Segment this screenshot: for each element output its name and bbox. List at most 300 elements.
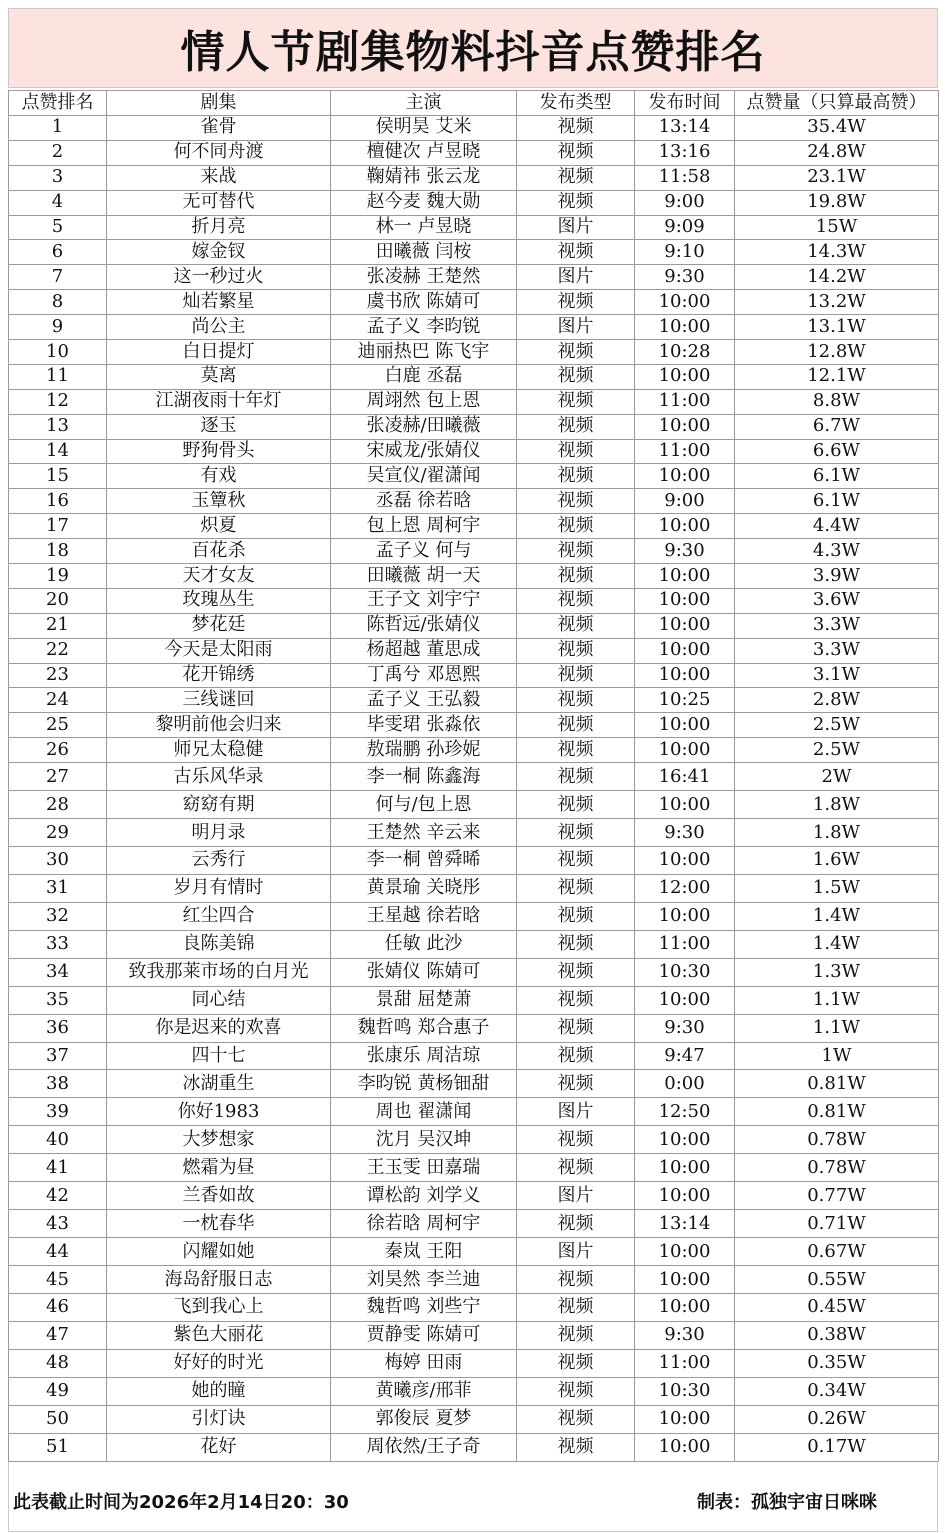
cell-rank: 37 <box>9 1042 107 1070</box>
cell-drama: 莫离 <box>107 364 331 389</box>
cell-time: 10:00 <box>635 290 735 315</box>
cell-drama: 今天是太阳雨 <box>107 638 331 663</box>
cell-type: 视频 <box>517 1042 635 1070</box>
table-row <box>9 165 939 190</box>
cell-cast: 鞠婧祎 张云龙 <box>331 165 517 190</box>
cell-rank: 24 <box>9 688 107 713</box>
cell-drama: 花好 <box>107 1433 331 1461</box>
cell-likes: 14.3W <box>735 240 939 265</box>
cell-time: 10:30 <box>635 958 735 986</box>
cell-rank: 49 <box>9 1377 107 1405</box>
table-row <box>9 215 939 240</box>
cell-time: 10:00 <box>635 1266 735 1294</box>
table-row <box>9 464 939 489</box>
cell-drama: 冰湖重生 <box>107 1070 331 1098</box>
cell-drama: 飞到我心上 <box>107 1293 331 1321</box>
cell-time: 9:00 <box>635 489 735 514</box>
cell-rank: 48 <box>9 1349 107 1377</box>
cell-cast: 黄曦彦/邢菲 <box>331 1377 517 1405</box>
cell-cast: 魏哲鸣 刘些宁 <box>331 1293 517 1321</box>
cutoff-note: 此表截止时间为2026年2月14日20：30 <box>13 1492 349 1513</box>
cell-rank: 20 <box>9 588 107 613</box>
cell-likes: 4.4W <box>735 514 939 539</box>
cell-rank: 31 <box>9 874 107 902</box>
cell-type: 图片 <box>517 1182 635 1210</box>
cell-rank: 40 <box>9 1126 107 1154</box>
cell-rank: 45 <box>9 1266 107 1294</box>
cell-rank: 17 <box>9 514 107 539</box>
table-row <box>9 1182 939 1210</box>
header-likes: 点赞量（只算最高赞） <box>735 91 939 116</box>
cell-time: 11:00 <box>635 1349 735 1377</box>
cell-drama: 引灯诀 <box>107 1405 331 1433</box>
table-row <box>9 930 939 958</box>
cell-cast: 王子文 刘宇宁 <box>331 588 517 613</box>
cell-cast: 迪丽热巴 陈飞宇 <box>331 340 517 365</box>
cell-drama: 红尘四合 <box>107 902 331 930</box>
cell-cast: 陈哲远/张婧仪 <box>331 613 517 638</box>
cell-likes: 0.67W <box>735 1238 939 1266</box>
cell-time: 12:00 <box>635 874 735 902</box>
cell-time: 10:00 <box>635 514 735 539</box>
cell-cast: 毕雯珺 张淼依 <box>331 713 517 738</box>
cell-rank: 10 <box>9 340 107 365</box>
cell-cast: 李昀锐 黄杨钿甜 <box>331 1070 517 1098</box>
cell-time: 9:10 <box>635 240 735 265</box>
cell-likes: 12.8W <box>735 340 939 365</box>
cell-likes: 3.9W <box>735 564 939 589</box>
cell-likes: 0.81W <box>735 1070 939 1098</box>
cell-likes: 15W <box>735 215 939 240</box>
cell-drama: 大梦想家 <box>107 1126 331 1154</box>
cell-type: 视频 <box>517 1014 635 1042</box>
cell-cast: 徐若晗 周柯宇 <box>331 1210 517 1238</box>
cell-likes: 24.8W <box>735 140 939 165</box>
cell-drama: 玫瑰丛生 <box>107 588 331 613</box>
cell-likes: 2W <box>735 763 939 791</box>
cell-time: 11:58 <box>635 165 735 190</box>
cell-type: 图片 <box>517 315 635 340</box>
cell-rank: 19 <box>9 564 107 589</box>
cell-cast: 梅婷 田雨 <box>331 1349 517 1377</box>
cell-time: 10:00 <box>635 464 735 489</box>
table-row <box>9 489 939 514</box>
cell-cast: 周也 翟潇闻 <box>331 1098 517 1126</box>
cell-type: 视频 <box>517 1293 635 1321</box>
cell-cast: 李一桐 曾舜晞 <box>331 846 517 874</box>
cell-cast: 何与/包上恩 <box>331 791 517 819</box>
cell-likes: 13.1W <box>735 315 939 340</box>
cell-type: 视频 <box>517 1154 635 1182</box>
cell-drama: 你好1983 <box>107 1098 331 1126</box>
cell-drama: 这一秒过火 <box>107 265 331 290</box>
table-row <box>9 819 939 847</box>
cell-likes: 0.26W <box>735 1405 939 1433</box>
cell-cast: 敖瑞鹏 孙珍妮 <box>331 738 517 763</box>
table-row <box>9 1349 939 1377</box>
cell-cast: 魏哲鸣 郑合惠子 <box>331 1014 517 1042</box>
cell-likes: 3.6W <box>735 588 939 613</box>
table-row <box>9 1154 939 1182</box>
table-row <box>9 1321 939 1349</box>
cell-cast: 田曦薇 胡一天 <box>331 564 517 589</box>
cell-rank: 15 <box>9 464 107 489</box>
cell-rank: 36 <box>9 1014 107 1042</box>
cell-rank: 18 <box>9 539 107 564</box>
cell-time: 10:00 <box>635 1293 735 1321</box>
cell-drama: 古乐风华录 <box>107 763 331 791</box>
cell-type: 视频 <box>517 489 635 514</box>
cell-type: 视频 <box>517 389 635 414</box>
cell-time: 10:00 <box>635 1405 735 1433</box>
cell-drama: 紫色大丽花 <box>107 1321 331 1349</box>
table-row <box>9 1238 939 1266</box>
cell-likes: 8.8W <box>735 389 939 414</box>
table-row <box>9 638 939 663</box>
table-row <box>9 763 939 791</box>
cell-likes: 1.8W <box>735 791 939 819</box>
cell-type: 视频 <box>517 1070 635 1098</box>
cell-rank: 33 <box>9 930 107 958</box>
cell-rank: 2 <box>9 140 107 165</box>
cell-rank: 12 <box>9 389 107 414</box>
cell-drama: 明月录 <box>107 819 331 847</box>
cell-drama: 逐玉 <box>107 414 331 439</box>
table-row <box>9 1098 939 1126</box>
cell-cast: 孟子义 李昀锐 <box>331 315 517 340</box>
cell-drama: 好好的时光 <box>107 1349 331 1377</box>
cell-cast: 张康乐 周洁琼 <box>331 1042 517 1070</box>
cell-cast: 周翊然 包上恩 <box>331 389 517 414</box>
cell-cast: 张凌赫 王楚然 <box>331 265 517 290</box>
cell-likes: 4.3W <box>735 539 939 564</box>
cell-rank: 43 <box>9 1210 107 1238</box>
cell-rank: 47 <box>9 1321 107 1349</box>
cell-likes: 6.1W <box>735 489 939 514</box>
table-row <box>9 663 939 688</box>
cell-drama: 灿若繁星 <box>107 290 331 315</box>
cell-drama: 嫁金钗 <box>107 240 331 265</box>
cell-rank: 30 <box>9 846 107 874</box>
cell-type: 视频 <box>517 364 635 389</box>
cell-drama: 云秀行 <box>107 846 331 874</box>
cell-rank: 38 <box>9 1070 107 1098</box>
cell-rank: 51 <box>9 1433 107 1461</box>
table-row <box>9 738 939 763</box>
cell-likes: 3.3W <box>735 638 939 663</box>
cell-drama: 来战 <box>107 165 331 190</box>
cell-drama: 海岛舒服日志 <box>107 1266 331 1294</box>
cell-rank: 46 <box>9 1293 107 1321</box>
cell-rank: 50 <box>9 1405 107 1433</box>
cell-drama: 炽夏 <box>107 514 331 539</box>
cell-type: 视频 <box>517 539 635 564</box>
cell-type: 视频 <box>517 688 635 713</box>
table-row <box>9 190 939 215</box>
cell-type: 视频 <box>517 116 635 141</box>
cell-type: 图片 <box>517 215 635 240</box>
cell-rank: 7 <box>9 265 107 290</box>
cell-drama: 闪耀如她 <box>107 1238 331 1266</box>
cell-cast: 吴宣仪/翟潇闻 <box>331 464 517 489</box>
cell-time: 10:00 <box>635 564 735 589</box>
cell-cast: 郭俊辰 夏梦 <box>331 1405 517 1433</box>
cell-type: 视频 <box>517 958 635 986</box>
cell-rank: 5 <box>9 215 107 240</box>
cell-drama: 白日提灯 <box>107 340 331 365</box>
cell-drama: 同心结 <box>107 986 331 1014</box>
cell-likes: 3.1W <box>735 663 939 688</box>
cell-time: 9:47 <box>635 1042 735 1070</box>
cell-type: 视频 <box>517 663 635 688</box>
cell-likes: 0.81W <box>735 1098 939 1126</box>
cell-rank: 13 <box>9 414 107 439</box>
cell-cast: 杨超越 董思成 <box>331 638 517 663</box>
cell-time: 9:09 <box>635 215 735 240</box>
cell-time: 13:14 <box>635 1210 735 1238</box>
cell-drama: 窈窈有期 <box>107 791 331 819</box>
cell-time: 16:41 <box>635 763 735 791</box>
cell-rank: 28 <box>9 791 107 819</box>
cell-likes: 0.77W <box>735 1182 939 1210</box>
cell-type: 视频 <box>517 414 635 439</box>
table-row <box>9 514 939 539</box>
table-row <box>9 1070 939 1098</box>
cell-type: 图片 <box>517 1238 635 1266</box>
table-row <box>9 1405 939 1433</box>
cell-cast: 谭松韵 刘学义 <box>331 1182 517 1210</box>
cell-rank: 14 <box>9 439 107 464</box>
cell-drama: 天才女友 <box>107 564 331 589</box>
table-row <box>9 1293 939 1321</box>
cell-rank: 29 <box>9 819 107 847</box>
cell-likes: 1.4W <box>735 930 939 958</box>
cell-likes: 0.45W <box>735 1293 939 1321</box>
cell-likes: 1.3W <box>735 958 939 986</box>
cell-drama: 黎明前他会归来 <box>107 713 331 738</box>
cell-likes: 0.35W <box>735 1349 939 1377</box>
cell-drama: 雀骨 <box>107 116 331 141</box>
cell-likes: 1.8W <box>735 819 939 847</box>
cell-type: 视频 <box>517 846 635 874</box>
cell-type: 视频 <box>517 588 635 613</box>
table-row <box>9 1433 939 1461</box>
ranking-table <box>8 90 939 1462</box>
cell-rank: 21 <box>9 613 107 638</box>
cell-cast: 檀健次 卢昱晓 <box>331 140 517 165</box>
cell-rank: 11 <box>9 364 107 389</box>
cell-type: 视频 <box>517 240 635 265</box>
cell-drama: 你是迟来的欢喜 <box>107 1014 331 1042</box>
cell-rank: 8 <box>9 290 107 315</box>
cell-rank: 34 <box>9 958 107 986</box>
table-row <box>9 315 939 340</box>
cell-likes: 0.71W <box>735 1210 939 1238</box>
cell-cast: 黄景瑜 关晓彤 <box>331 874 517 902</box>
cell-time: 10:00 <box>635 1126 735 1154</box>
cell-type: 视频 <box>517 1266 635 1294</box>
header-row <box>9 91 939 116</box>
cell-drama: 一枕春华 <box>107 1210 331 1238</box>
cell-type: 图片 <box>517 265 635 290</box>
table-row <box>9 389 939 414</box>
cell-likes: 1.4W <box>735 902 939 930</box>
cell-cast: 任敏 此沙 <box>331 930 517 958</box>
cell-drama: 她的瞳 <box>107 1377 331 1405</box>
cell-type: 视频 <box>517 464 635 489</box>
cell-time: 9:30 <box>635 819 735 847</box>
cell-type: 视频 <box>517 1405 635 1433</box>
cell-cast: 景甜 屈楚萧 <box>331 986 517 1014</box>
cell-rank: 1 <box>9 116 107 141</box>
cell-cast: 沈月 吴汉坤 <box>331 1126 517 1154</box>
cell-likes: 6.7W <box>735 414 939 439</box>
table-row <box>9 958 939 986</box>
header-time: 发布时间 <box>635 91 735 116</box>
cell-type: 视频 <box>517 1321 635 1349</box>
table-row <box>9 240 939 265</box>
cell-cast: 宋威龙/张婧仪 <box>331 439 517 464</box>
table-row <box>9 1126 939 1154</box>
cell-likes: 23.1W <box>735 165 939 190</box>
table-row <box>9 340 939 365</box>
table-row <box>9 116 939 141</box>
cell-time: 12:50 <box>635 1098 735 1126</box>
cell-drama: 折月亮 <box>107 215 331 240</box>
cell-likes: 2.5W <box>735 738 939 763</box>
cell-likes: 13.2W <box>735 290 939 315</box>
cell-likes: 2.5W <box>735 713 939 738</box>
header-rank: 点赞排名 <box>9 91 107 116</box>
cell-drama: 梦花廷 <box>107 613 331 638</box>
table-row <box>9 1210 939 1238</box>
cell-time: 10:00 <box>635 663 735 688</box>
cell-type: 视频 <box>517 763 635 791</box>
cell-time: 11:00 <box>635 389 735 414</box>
table-row <box>9 613 939 638</box>
cell-likes: 1W <box>735 1042 939 1070</box>
cell-type: 视频 <box>517 514 635 539</box>
cell-rank: 9 <box>9 315 107 340</box>
cell-cast: 孟子义 何与 <box>331 539 517 564</box>
cell-type: 视频 <box>517 1433 635 1461</box>
cell-time: 0:00 <box>635 1070 735 1098</box>
cell-rank: 3 <box>9 165 107 190</box>
cell-drama: 良陈美锦 <box>107 930 331 958</box>
cell-cast: 白鹿 丞磊 <box>331 364 517 389</box>
header-cast: 主演 <box>331 91 517 116</box>
cell-likes: 0.34W <box>735 1377 939 1405</box>
table-row <box>9 439 939 464</box>
cell-cast: 王星越 徐若晗 <box>331 902 517 930</box>
cell-type: 视频 <box>517 791 635 819</box>
cell-type: 视频 <box>517 902 635 930</box>
cell-time: 10:00 <box>635 713 735 738</box>
cell-type: 视频 <box>517 1349 635 1377</box>
cell-type: 视频 <box>517 290 635 315</box>
table-row <box>9 588 939 613</box>
cell-rank: 42 <box>9 1182 107 1210</box>
cell-cast: 王楚然 辛云来 <box>331 819 517 847</box>
cell-rank: 16 <box>9 489 107 514</box>
cell-likes: 12.1W <box>735 364 939 389</box>
cell-time: 10:00 <box>635 986 735 1014</box>
cell-drama: 百花杀 <box>107 539 331 564</box>
cell-time: 10:25 <box>635 688 735 713</box>
cell-likes: 3.3W <box>735 613 939 638</box>
cell-time: 10:00 <box>635 738 735 763</box>
cell-cast: 赵今麦 魏大勋 <box>331 190 517 215</box>
cell-type: 视频 <box>517 613 635 638</box>
cell-time: 11:00 <box>635 439 735 464</box>
cell-rank: 35 <box>9 986 107 1014</box>
cell-likes: 6.1W <box>735 464 939 489</box>
cell-rank: 22 <box>9 638 107 663</box>
table-row <box>9 846 939 874</box>
cell-likes: 35.4W <box>735 116 939 141</box>
cell-likes: 0.78W <box>735 1126 939 1154</box>
cell-rank: 39 <box>9 1098 107 1126</box>
table-row <box>9 1014 939 1042</box>
table-row <box>9 364 939 389</box>
cell-cast: 田曦薇 闫桉 <box>331 240 517 265</box>
header-type: 发布类型 <box>517 91 635 116</box>
cell-drama: 三线谜回 <box>107 688 331 713</box>
cell-time: 10:00 <box>635 1238 735 1266</box>
table-row <box>9 986 939 1014</box>
cell-cast: 丞磊 徐若晗 <box>331 489 517 514</box>
cell-type: 视频 <box>517 738 635 763</box>
cell-time: 9:30 <box>635 1321 735 1349</box>
cell-type: 视频 <box>517 1377 635 1405</box>
footer <box>8 1462 938 1532</box>
cell-cast: 李一桐 陈鑫海 <box>331 763 517 791</box>
cell-type: 视频 <box>517 986 635 1014</box>
cell-time: 9:30 <box>635 265 735 290</box>
cell-rank: 44 <box>9 1238 107 1266</box>
cell-likes: 14.2W <box>735 265 939 290</box>
cell-cast: 虞书欣 陈婧可 <box>331 290 517 315</box>
cell-cast: 丁禹兮 邓恩熙 <box>331 663 517 688</box>
cell-drama: 何不同舟渡 <box>107 140 331 165</box>
cell-likes: 0.38W <box>735 1321 939 1349</box>
cell-type: 视频 <box>517 190 635 215</box>
cell-time: 10:00 <box>635 613 735 638</box>
table-row <box>9 265 939 290</box>
cell-type: 视频 <box>517 140 635 165</box>
cell-rank: 32 <box>9 902 107 930</box>
cell-cast: 张凌赫/田曦薇 <box>331 414 517 439</box>
cell-time: 10:00 <box>635 364 735 389</box>
cell-drama: 花开锦绣 <box>107 663 331 688</box>
cell-drama: 燃霜为昼 <box>107 1154 331 1182</box>
cell-cast: 侯明昊 艾米 <box>331 116 517 141</box>
cell-drama: 尚公主 <box>107 315 331 340</box>
table-row <box>9 140 939 165</box>
table-row <box>9 414 939 439</box>
cell-type: 视频 <box>517 638 635 663</box>
cell-time: 10:00 <box>635 315 735 340</box>
cell-drama: 岁月有情时 <box>107 874 331 902</box>
table-title: 情人节剧集物料抖音点赞排名 <box>8 8 938 88</box>
cell-time: 9:00 <box>635 190 735 215</box>
cell-likes: 0.17W <box>735 1433 939 1461</box>
cell-drama: 玉簟秋 <box>107 489 331 514</box>
cell-likes: 1.5W <box>735 874 939 902</box>
cell-time: 10:00 <box>635 588 735 613</box>
cell-drama: 致我那莱市场的白月光 <box>107 958 331 986</box>
table-row <box>9 688 939 713</box>
